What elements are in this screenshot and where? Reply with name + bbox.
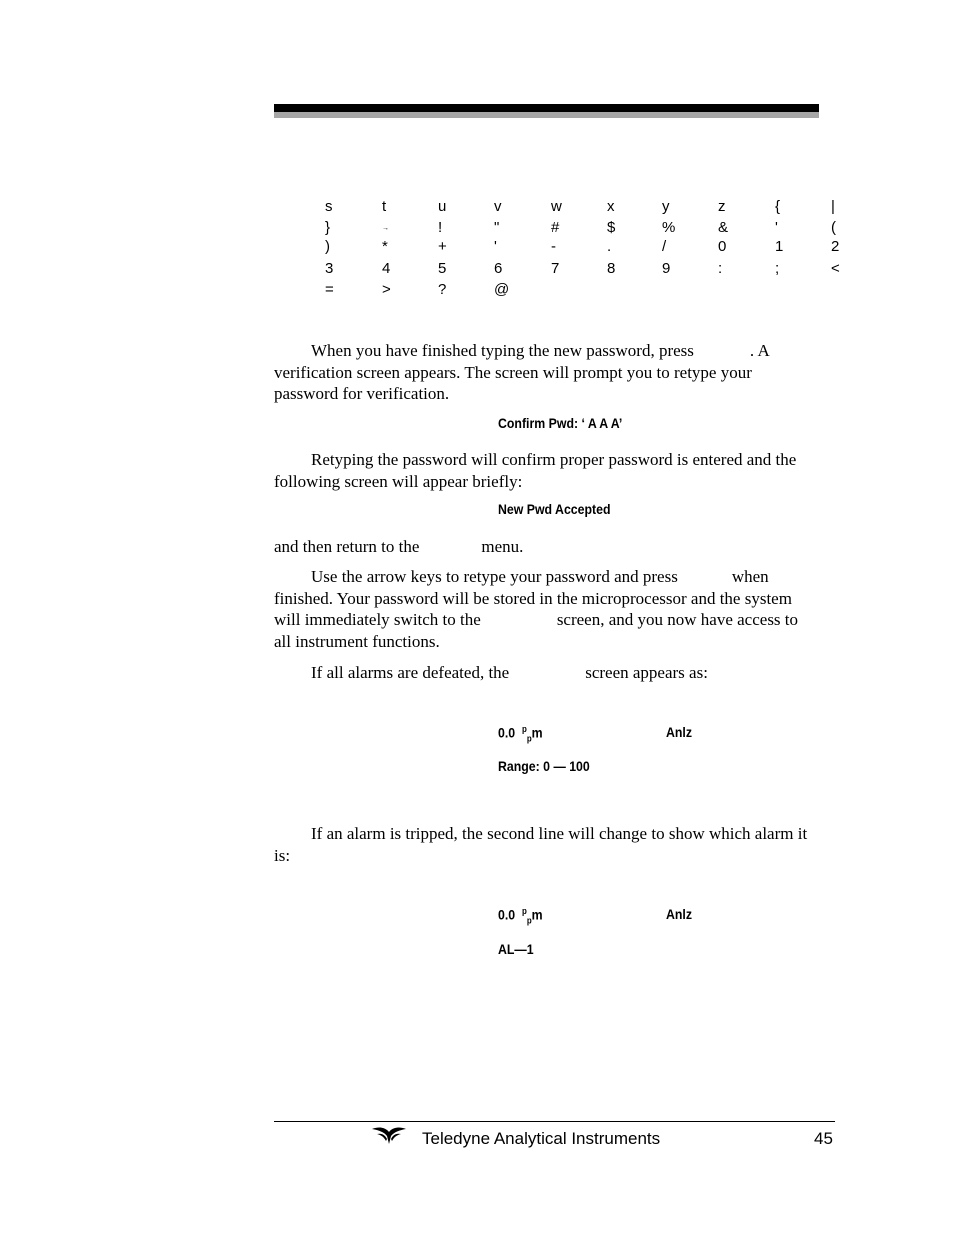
character-set-cell: 6 — [494, 260, 503, 277]
character-set-cell: > — [382, 281, 391, 298]
character-set-cell: @ — [494, 281, 510, 298]
lcd-screen2-mode: Anlz — [666, 906, 693, 922]
character-set-cell: & — [718, 219, 729, 236]
header-rule-black — [274, 104, 819, 112]
lcd-screen2-alarm: AL—1 — [498, 941, 534, 957]
paragraph-arrow-keys: Use the arrow keys to retype your password and press when finished. Your password will be stored in the microprocessor and the system will immediately switch to the screen, and you now have access to all instrument functions. — [274, 567, 799, 651]
paragraph-return-menu: and then return to the menu. — [274, 537, 524, 556]
character-set-cell: $ — [607, 219, 616, 236]
character-set-cell: 8 — [607, 260, 616, 277]
teledyne-logo-icon — [372, 1126, 406, 1146]
character-set-cell: 1 — [775, 238, 784, 255]
character-set-cell: : — [718, 260, 723, 277]
character-set-cell: ? — [438, 281, 447, 298]
character-set-cell: → — [382, 225, 389, 232]
character-set-cell: u — [438, 198, 447, 215]
character-set-cell: < — [831, 260, 840, 277]
character-set-cell: v — [494, 198, 502, 215]
character-set-cell: . — [607, 238, 612, 255]
character-set-row — [310, 198, 850, 218]
lcd-screen1-line1: 0.0 $^p_p$m — [498, 724, 543, 744]
character-set-row — [310, 238, 850, 258]
character-set-cell: y — [662, 198, 670, 215]
character-set-cell: % — [662, 219, 676, 236]
character-set-cell: s — [325, 198, 333, 215]
character-set-cell: 7 — [551, 260, 560, 277]
paragraph-retyping: Retyping the password will confirm proper password is entered and the following screen will appear briefly: — [274, 450, 797, 491]
character-set-cell: t — [382, 198, 387, 215]
character-set-cell: w — [551, 198, 562, 215]
lcd-confirm-password: Confirm Pwd: ‘ A A A’ — [498, 415, 623, 431]
character-set-cell: / — [662, 238, 667, 255]
character-set-cell: - — [551, 238, 556, 255]
character-set-cell: 5 — [438, 260, 447, 277]
character-set-row — [310, 281, 850, 301]
character-set-cell: * — [382, 238, 388, 255]
lcd-screen1-mode: Anlz — [666, 724, 693, 740]
character-set-cell: + — [438, 238, 447, 255]
lcd-new-password-accepted: New Pwd Accepted — [498, 501, 611, 517]
lcd-screen2-line1: 0.0 $^p_p$m — [498, 906, 543, 926]
character-set-cell: 4 — [382, 260, 391, 277]
page-number: 45 — [814, 1129, 833, 1148]
character-set-row — [310, 219, 850, 239]
character-set-cell: { — [775, 198, 781, 215]
character-set-cell: ' — [775, 219, 778, 236]
paragraph-alarms-defeated: If all alarms are defeated, the screen appears as: — [311, 663, 708, 682]
header-rule-gray — [274, 112, 819, 118]
character-set-cell: ) — [325, 238, 330, 255]
character-set-cell: } — [325, 219, 331, 236]
character-set-cell: 9 — [662, 260, 671, 277]
character-set-row — [310, 260, 850, 280]
paragraph-finish-typing: When you have finished typing the new password, press . A verification screen appears. The screen will prompt you to retype your password for verification. — [274, 341, 769, 403]
character-set-cell: 0 — [718, 238, 727, 255]
character-set-cell: 2 — [831, 238, 840, 255]
character-set-cell: x — [607, 198, 615, 215]
character-set-cell: # — [551, 219, 560, 236]
character-set-cell: ' — [494, 238, 497, 255]
character-set-cell: ; — [775, 260, 780, 277]
lcd-screen1-range: Range: 0 — 100 — [498, 758, 590, 774]
footer-company-name: Teledyne Analytical Instruments — [422, 1129, 661, 1148]
character-set-cell: ! — [438, 219, 443, 236]
character-set-cell: | — [831, 198, 835, 215]
character-set-cell: = — [325, 281, 334, 298]
character-set-cell: 3 — [325, 260, 334, 277]
character-set-cell: ( — [831, 219, 836, 236]
character-set-cell: z — [718, 198, 726, 215]
footer-rule — [274, 1121, 835, 1122]
character-set-cell: " — [494, 219, 500, 236]
paragraph-alarm-tripped: If an alarm is tripped, the second line will change to show which alarm it is: — [274, 824, 808, 865]
